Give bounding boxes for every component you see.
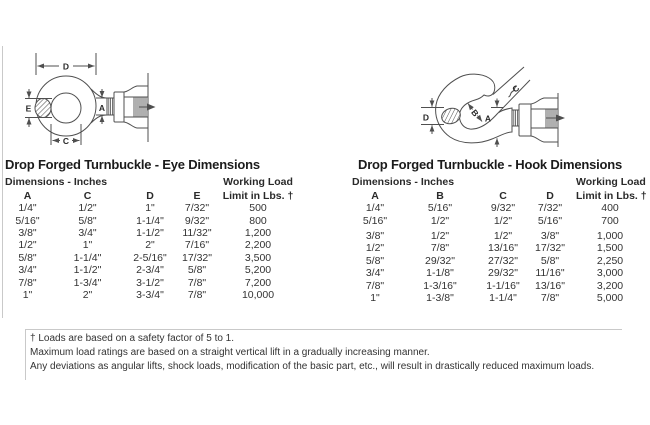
table-cell: 3/8" — [540, 229, 560, 242]
axis-arrow — [147, 104, 156, 111]
table-cell: 1,500 — [596, 242, 624, 255]
table-cell: 500 — [249, 202, 267, 215]
table-cell: 17/32" — [534, 242, 565, 255]
turnbuckle-body-collar — [519, 104, 531, 136]
table-cell: 1/4" — [18, 202, 37, 215]
footnote-line: Any deviations as angular lifts, shock loads, modification of the basic part, etc., will result in drastically reduced maximum loads. — [30, 361, 595, 372]
table-cell: 1-1/4" — [73, 251, 102, 264]
table-cell: 5/8" — [18, 251, 37, 264]
eye-ring-hole — [51, 93, 81, 123]
table-cell: 1" — [82, 239, 93, 252]
table-cell: 7/8" — [187, 276, 207, 289]
table-cell: 1/2" — [430, 214, 450, 227]
table-cell: 11/32" — [182, 226, 212, 239]
table-cell: 5,000 — [596, 291, 624, 304]
table-row — [352, 202, 650, 214]
table-cell: 1" — [370, 291, 380, 304]
table-row — [352, 242, 650, 254]
table-cell: 27/32" — [487, 254, 518, 267]
eye-table-title: Drop Forged Turnbuckle - Eye Dimensions — [5, 157, 260, 172]
table-cell: 1-1/4" — [136, 214, 164, 227]
table-cell: 400 — [601, 202, 619, 215]
dim-label-d: D — [62, 61, 70, 72]
dimensions-inches-label: Dimensions - Inches — [352, 176, 455, 188]
table-cell: 1,000 — [596, 229, 624, 242]
dim-label-a: A — [98, 103, 106, 113]
table-cell: 1" — [145, 202, 155, 215]
table-cell: 2-5/16" — [133, 251, 167, 264]
dim-label-d: D — [422, 112, 430, 123]
dim-label-c: C — [62, 136, 70, 146]
hook-outline — [436, 74, 512, 143]
table-cell: 29/32" — [424, 254, 455, 267]
column-header-limit: Limit in Lbs. † — [222, 189, 294, 202]
table-cell: 10,000 — [241, 288, 275, 301]
table-cell: 3-1/2" — [136, 276, 164, 289]
table-cell: 1-3/4" — [73, 276, 102, 289]
table-cell: 5,200 — [244, 264, 272, 277]
working-load-label: Working Load — [576, 176, 646, 188]
table-cell: 17/32" — [181, 251, 212, 264]
hook-column-headers — [352, 189, 650, 202]
table-cell: 5/8" — [78, 214, 97, 227]
table-row — [352, 292, 650, 304]
table-cell: 700 — [601, 214, 619, 227]
table-cell: 7/32" — [184, 202, 210, 215]
column-header: D — [146, 189, 154, 202]
column-header: B — [436, 189, 444, 202]
table-cell: 1/4" — [365, 202, 385, 215]
table-row — [5, 276, 305, 288]
table-cell: 1/2" — [430, 229, 450, 242]
table-cell: 5/8" — [187, 264, 207, 277]
hook-turnbuckle-diagram — [418, 60, 573, 155]
table-row — [5, 264, 305, 276]
table-cell: 2,250 — [596, 254, 624, 267]
table-cell: 1" — [22, 288, 33, 301]
column-header: D — [546, 189, 554, 202]
table-cell: 3,200 — [596, 279, 624, 292]
left-border-line — [2, 46, 3, 318]
table-cell: 1-1/2" — [73, 264, 102, 277]
hook-table-subheader — [352, 176, 650, 189]
table-cell: 3/4" — [18, 264, 37, 277]
table-cell: 1/2" — [493, 229, 513, 242]
table-row — [352, 230, 650, 242]
table-cell: 9/32" — [490, 202, 516, 215]
table-cell: 1/2" — [365, 242, 385, 255]
column-header: E — [193, 189, 201, 202]
dim-label-a: A — [484, 113, 492, 124]
table-row — [5, 289, 305, 301]
table-cell: 9/32" — [184, 214, 210, 227]
table-cell: 11/16" — [535, 267, 565, 280]
hook-dimensions-table — [352, 157, 650, 304]
table-cell: 7/8" — [540, 291, 560, 304]
table-cell: 3,500 — [244, 251, 272, 264]
table-cell: 13/16" — [534, 279, 565, 292]
hook-table-title: Drop Forged Turnbuckle - Hook Dimensions — [358, 157, 623, 172]
table-cell: 3/4" — [78, 226, 97, 239]
table-row — [5, 202, 305, 214]
eye-table-subheader — [5, 176, 305, 189]
table-cell: 7/32" — [537, 202, 563, 215]
table-cell: 2,200 — [244, 239, 272, 252]
turnbuckle-body-collar — [114, 92, 124, 122]
dimensions-inches-label: Dimensions - Inches — [5, 176, 108, 188]
table-cell: 1/2" — [493, 214, 513, 227]
hook-diagram-lines — [421, 67, 565, 147]
table-cell: 1-3/16" — [423, 279, 457, 292]
table-cell: 5/16" — [362, 214, 388, 227]
table-row — [5, 252, 305, 264]
table-cell: 2-3/4" — [136, 264, 164, 277]
table-cell: 1/2" — [18, 239, 37, 252]
eye-turnbuckle-diagram — [18, 45, 170, 157]
column-header-limit: Limit in Lbs. † — [576, 189, 647, 202]
working-load-label: Working Load — [223, 176, 293, 188]
table-row — [5, 227, 305, 239]
table-cell: 1-3/8" — [426, 291, 454, 304]
table-cell: 5/16" — [15, 214, 40, 227]
table-cell: 3/8" — [365, 229, 385, 242]
footnotes-section — [25, 329, 622, 380]
table-cell: 3/8" — [18, 226, 37, 239]
table-cell: 1-1/4" — [489, 291, 517, 304]
table-row — [352, 279, 650, 291]
table-cell: 1-1/2" — [136, 226, 164, 239]
table-cell: 5/8" — [540, 254, 560, 267]
table-cell: 5/16" — [427, 202, 453, 215]
dim-label-e: E — [25, 103, 32, 114]
axis-arrow — [556, 115, 565, 122]
table-cell: 7/8" — [18, 276, 37, 289]
column-header: C — [499, 189, 507, 202]
column-header: C — [83, 189, 92, 202]
table-cell: 5/8" — [365, 254, 385, 267]
table-row — [352, 214, 650, 226]
table-cell: 1/2" — [78, 202, 97, 215]
table-cell: 7,200 — [244, 276, 272, 289]
table-cell: 2" — [145, 239, 155, 252]
dim-label-c: C — [510, 82, 522, 95]
eye-dimensions-table — [5, 157, 305, 301]
table-row — [352, 255, 650, 267]
table-cell: 29/32" — [487, 267, 518, 280]
table-cell: 1,200 — [244, 226, 272, 239]
eye-cross-section-hatch — [35, 99, 51, 118]
table-row — [5, 239, 305, 251]
table-cell: 3,000 — [596, 267, 624, 280]
table-cell: 2" — [82, 288, 93, 301]
eye-diagram-lines — [25, 53, 156, 145]
table-cell: 1-1/8" — [426, 267, 454, 280]
table-row — [352, 267, 650, 279]
table-cell: 1-1/16" — [486, 279, 520, 292]
column-header: A — [23, 189, 32, 202]
footnote-line: † Loads are based on a safety factor of 5 to 1. — [30, 333, 235, 344]
table-cell: 800 — [249, 214, 267, 227]
table-cell: 7/8" — [430, 242, 450, 255]
table-row — [5, 214, 305, 226]
table-cell: 3/4" — [365, 267, 385, 280]
table-cell: 7/16" — [184, 239, 210, 252]
eye-column-headers — [5, 189, 305, 202]
table-cell: 7/8" — [365, 279, 385, 292]
dim-label-b: B — [469, 107, 481, 119]
table-cell: 13/16" — [487, 242, 518, 255]
column-header: A — [371, 189, 379, 202]
footnote-line: Maximum load ratings are based on a straight vertical lift in a gradually increasing manner. — [30, 347, 430, 358]
table-cell: 5/16" — [537, 214, 563, 227]
table-cell: 3-3/4" — [136, 288, 164, 301]
table-cell: 7/8" — [187, 288, 207, 301]
